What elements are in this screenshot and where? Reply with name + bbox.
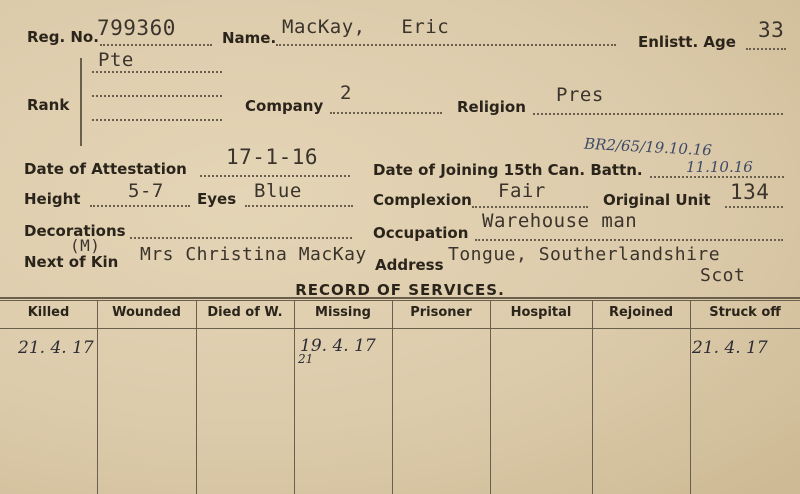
reg-no-line bbox=[100, 44, 212, 46]
height-value: 5-7 bbox=[128, 180, 164, 202]
original-unit-line bbox=[725, 206, 783, 208]
enlist-age-line bbox=[746, 48, 786, 50]
next-of-kin-value: Mrs Christina MacKay bbox=[140, 244, 367, 265]
religion-value: Pres bbox=[556, 84, 604, 106]
date-joining-line bbox=[650, 176, 784, 178]
col-header-wounded: Wounded bbox=[112, 305, 181, 320]
rank-value: Pte bbox=[98, 49, 134, 71]
record-title: RECORD OF SERVICES. bbox=[295, 281, 505, 299]
decorations-line bbox=[130, 237, 352, 239]
date-attestation-label: Date of Attestation bbox=[24, 160, 187, 178]
col-divider-2 bbox=[196, 300, 197, 494]
religion-label: Religion bbox=[457, 98, 526, 116]
complexion-label: Complexion bbox=[373, 191, 472, 209]
reg-no-label: Reg. No. bbox=[27, 28, 99, 46]
date-joining-note: BR2/65/19.10.16 bbox=[583, 134, 713, 160]
occupation-line bbox=[475, 239, 783, 241]
col-header-died-of-wounds: Died of W. bbox=[207, 305, 283, 320]
next-of-kin-label: Next of Kin bbox=[24, 253, 119, 271]
col-header-prisoner: Prisoner bbox=[410, 305, 472, 320]
rank-line-2 bbox=[92, 95, 222, 97]
date-joining-date: 11.10.16 bbox=[686, 158, 753, 176]
original-unit-value: 134 bbox=[730, 180, 770, 204]
occupation-label: Occupation bbox=[373, 224, 469, 242]
address-label: Address bbox=[375, 256, 444, 274]
col-header-hospital: Hospital bbox=[510, 305, 572, 320]
enlist-age-value: 33 bbox=[758, 18, 785, 42]
address-value-line1: Tongue, Southerlandshire bbox=[448, 244, 721, 265]
height-line bbox=[90, 205, 190, 207]
date-attestation-line bbox=[200, 175, 350, 177]
enlist-age-label: Enlistt. Age bbox=[638, 33, 736, 51]
missing-entry: 19. 4. 17 bbox=[300, 336, 376, 356]
record-header-rule-bottom bbox=[0, 328, 800, 329]
original-unit-label: Original Unit bbox=[603, 191, 711, 209]
col-header-struck-off: Struck off bbox=[709, 305, 781, 320]
eyes-value: Blue bbox=[254, 180, 302, 202]
company-line bbox=[330, 112, 442, 114]
struck-off-entry: 21. 4. 17 bbox=[692, 338, 768, 358]
rank-label: Rank bbox=[27, 96, 70, 114]
decorations-label: Decorations bbox=[24, 222, 126, 240]
rank-line-1 bbox=[92, 71, 222, 73]
record-header-rule-top bbox=[0, 300, 800, 301]
name-value: MacKay, Eric bbox=[282, 16, 450, 38]
reg-no-value: 799360 bbox=[97, 16, 176, 40]
col-divider-4 bbox=[392, 300, 393, 494]
col-header-missing: Missing bbox=[315, 305, 371, 320]
killed-entry: 21. 4. 17 bbox=[18, 338, 94, 358]
col-divider-6 bbox=[592, 300, 593, 494]
col-header-rejoined: Rejoined bbox=[608, 305, 674, 320]
complexion-line bbox=[472, 206, 588, 208]
rank-line-3 bbox=[92, 119, 222, 121]
col-header-killed: Killed bbox=[27, 305, 70, 320]
occupation-value: Warehouse man bbox=[482, 210, 638, 232]
company-label: Company bbox=[245, 97, 324, 115]
name-label: Name. bbox=[222, 29, 277, 47]
rank-bracket bbox=[80, 58, 82, 146]
religion-line bbox=[533, 113, 783, 115]
eyes-label: Eyes bbox=[197, 190, 237, 208]
date-joining-label: Date of Joining 15th Can. Battn. bbox=[373, 161, 643, 179]
date-attestation-value: 17-1-16 bbox=[226, 145, 319, 169]
complexion-value: Fair bbox=[498, 180, 546, 202]
eyes-line bbox=[245, 205, 353, 207]
col-divider-5 bbox=[490, 300, 491, 494]
address-value-line2: Scot bbox=[700, 265, 746, 286]
col-divider-1 bbox=[97, 300, 98, 494]
height-label: Height bbox=[24, 190, 81, 208]
name-line bbox=[276, 44, 616, 46]
next-of-kin-mark: (M) bbox=[70, 236, 101, 255]
col-divider-3 bbox=[294, 300, 295, 494]
company-value: 2 bbox=[340, 82, 352, 104]
col-divider-7 bbox=[690, 300, 691, 494]
missing-correction: 21 bbox=[298, 352, 314, 366]
